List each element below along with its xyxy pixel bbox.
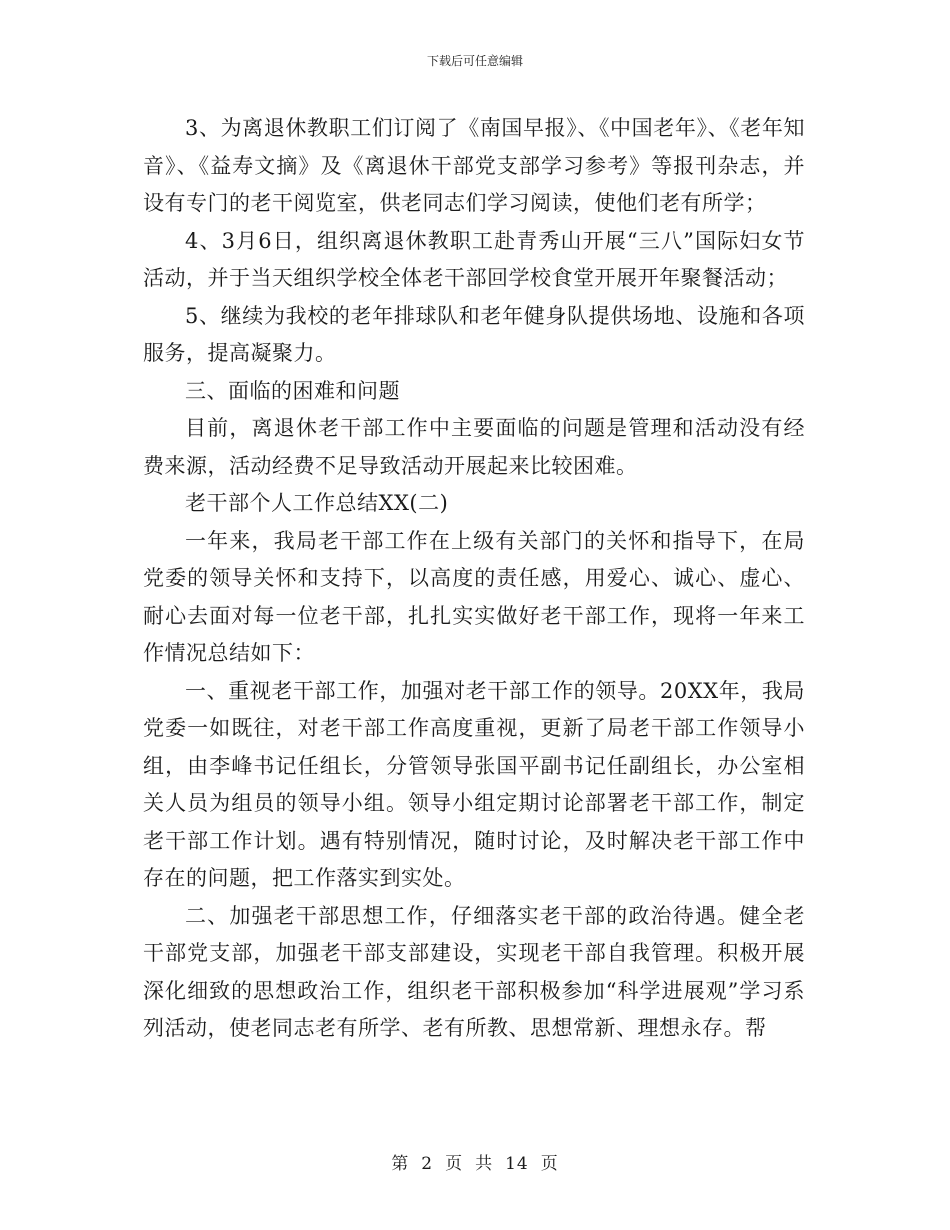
page-total: 14 (505, 1154, 529, 1174)
paragraph: 二、加强老干部思想工作，仔细落实老干部的政治待遇。健全老干部党支部，加强老干部支部建设，实现老干部自我管理。积极开展深化细致的思想政治工作，组织老干部积极参加“科学进展观”学习系列活动，使老同志老有所学、老有所教、思想常新、理想永存。帮 (143, 903, 805, 1040)
page-suffix: 页 (540, 1154, 559, 1174)
page-mid: 页 (445, 1154, 464, 1174)
document-body (143, 110, 805, 1048)
paragraph: 一、重视老干部工作，加强对老干部工作的领导。20XX年，我局党委一如既往，对老干部工作高度重视，更新了局老干部工作领导小组，由李峰书记任组长，分管领导张国平副书记任副组长，办公室相关人员为组员的领导小组。领导小组定期讨论部署老干部工作，制定老干部工作计划。遇有特别情况，随时讨论，及时解决老干部工作中存在的问题，把工作落实到实处。 (143, 678, 805, 890)
page-prefix: 第 (391, 1154, 410, 1174)
section-heading: 三、面临的困难和问题 (185, 378, 400, 403)
paragraph: 一年来，我局老干部工作在上级有关部门的关怀和指导下，在局党委的领导关怀和支持下，以高度的责任感，用爱心、诚心、虚心、耐心去面对每一位老干部，扎扎实实做好老干部工作，现将一年来工作情况总结如下： (143, 528, 805, 665)
page-current: 2 (421, 1154, 434, 1174)
paragraph: 3、为离退休教职工们订阅了《南国早报》、《中国老年》、《老年知音》、《益寿文摘》及《离退休干部党支部学习参考》等报刊杂志，并设有专门的老干阅览室，供老同志们学习阅读，使他们老有所学； (143, 116, 805, 215)
paragraph: 4、3月6日，组织离退休教职工赴青秀山开展“三八”国际妇女节活动，并于当天组织学校全体老干部回学校食堂开展开年聚餐活动； (143, 228, 805, 290)
paragraph: 目前，离退休老干部工作中主要面临的问题是管理和活动没有经费来源，活动经费不足导致活动开展起来比较困难。 (143, 416, 805, 478)
page-footer (0, 1152, 950, 1176)
page-total-prefix: 共 (475, 1154, 494, 1174)
document-subtitle: 老干部个人工作总结XX(二) (185, 491, 449, 515)
paragraph: 5、继续为我校的老年排球队和老年健身队提供场地、设施和各项服务，提高凝聚力。 (143, 303, 805, 365)
header-note: 下载后可任意编辑 (426, 54, 523, 68)
